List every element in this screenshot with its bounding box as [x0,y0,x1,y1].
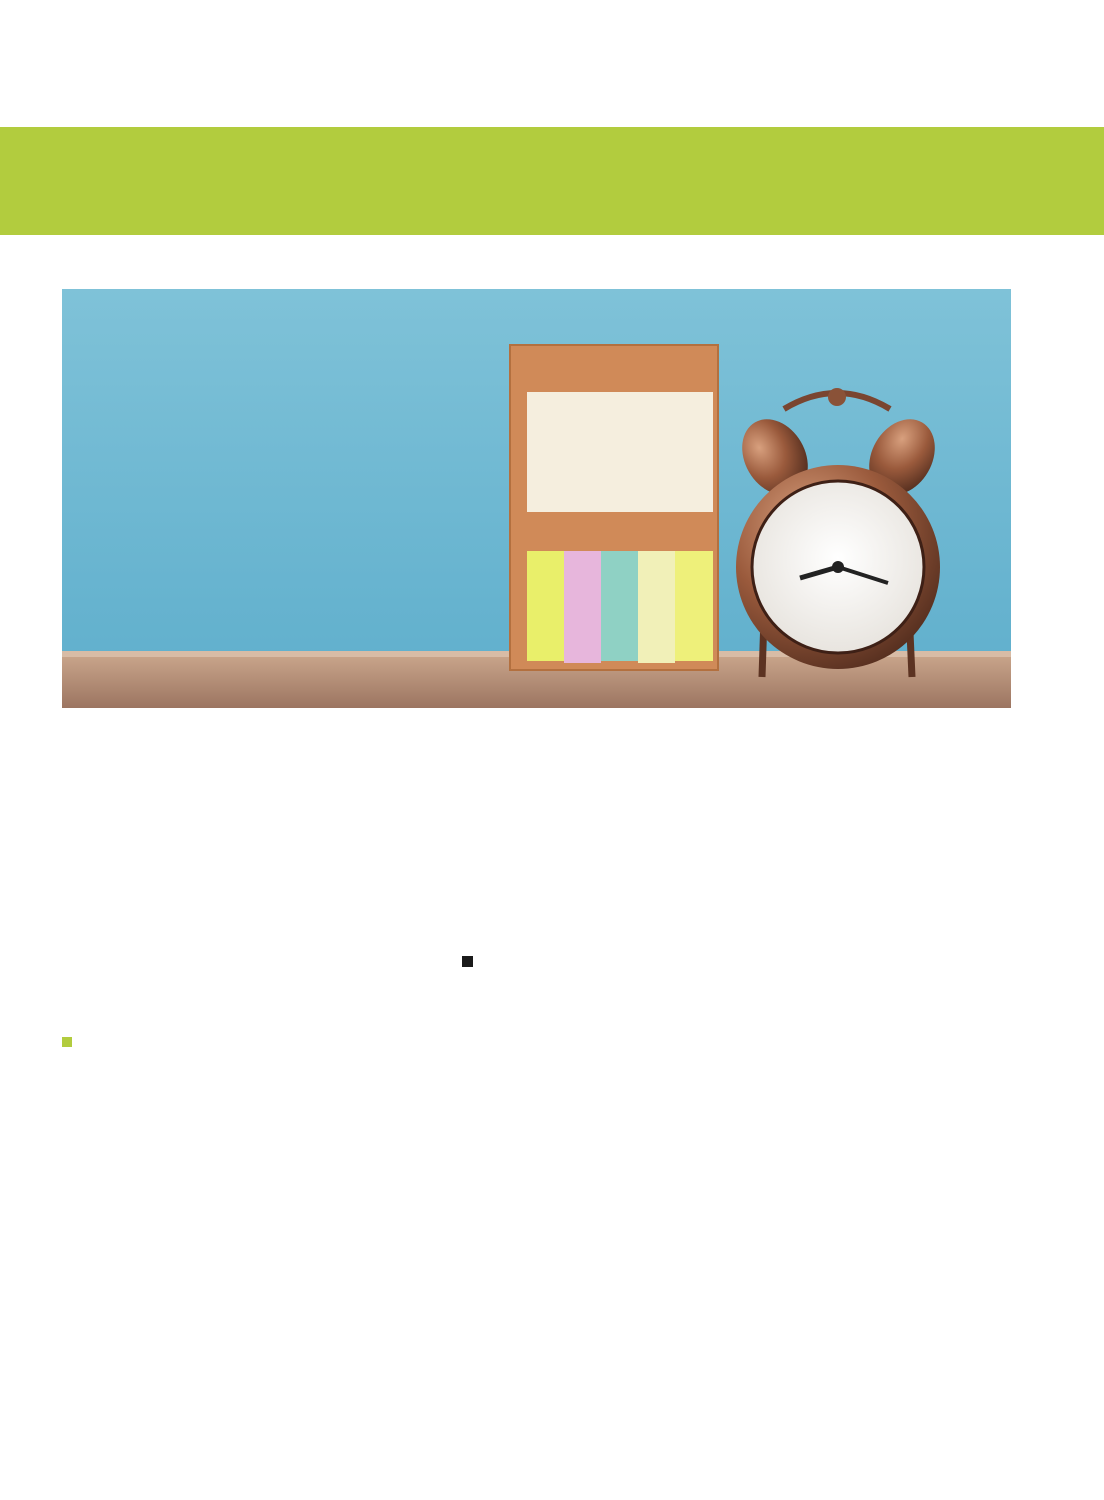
hero-image [62,289,1011,708]
article-body [440,866,1020,975]
green-square-marker [62,1037,72,1047]
list-item [440,866,1020,893]
end-of-article-square-icon [462,956,473,967]
hero-illustration [62,289,1011,708]
list-item [440,921,1020,948]
section-title [0,127,1104,235]
list-item [440,893,1020,920]
list-item [440,948,1020,975]
